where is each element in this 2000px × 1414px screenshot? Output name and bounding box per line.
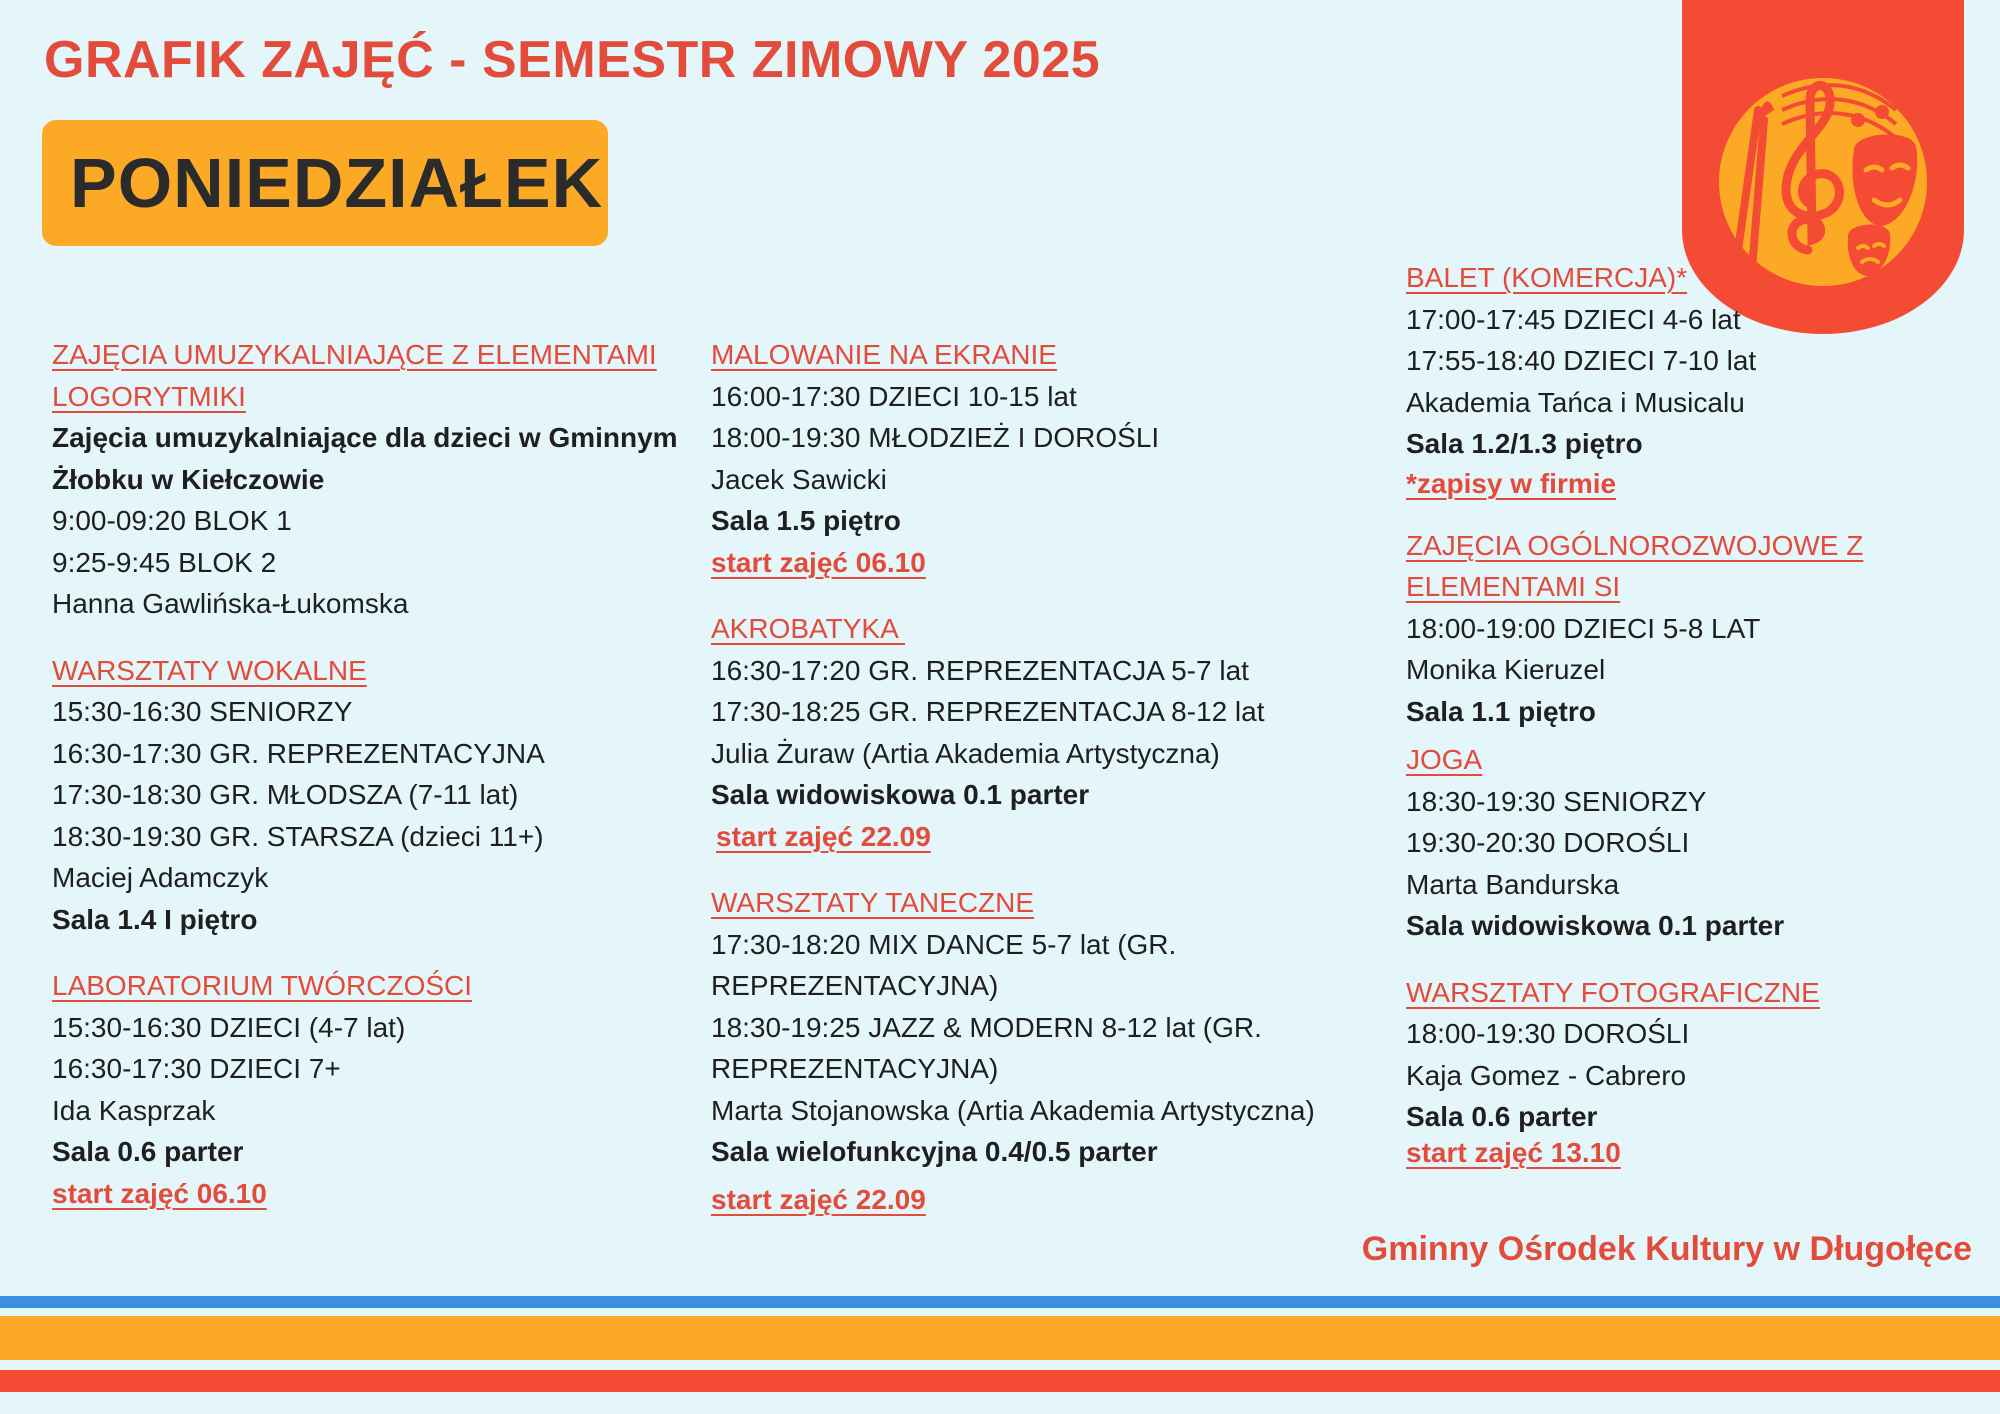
schedule-line: 18:00-19:30 MŁODZIEŻ I DOROŚLI <box>711 422 1160 453</box>
schedule-line: 17:55-18:40 DZIECI 7-10 lat <box>1406 345 1757 376</box>
room-label: Sala 0.6 parter <box>1406 1101 1598 1132</box>
section-description: Zajęcia umuzykalniające dla dzieci w Gminnym <box>52 422 678 453</box>
start-date-link[interactable]: start zajęć 22.09 <box>711 1183 926 1215</box>
section-heading: MALOWANIE NA EKRANIE <box>711 339 1057 370</box>
page-title: GRAFIK ZAJĘĆ - SEMESTR ZIMOWY 2025 <box>44 31 1101 89</box>
column-right <box>1406 257 2000 1168</box>
column-middle <box>711 334 1351 1220</box>
schedule-line: 16:30-17:30 DZIECI 7+ <box>52 1053 341 1084</box>
section-heading: LABORATORIUM TWÓRCZOŚCI <box>52 970 473 1001</box>
section-heading: ELEMENTAMI SI <box>1406 571 1621 602</box>
room-label: Sala 1.4 I piętro <box>52 903 258 935</box>
start-date-link[interactable]: start zajęć 22.09 <box>716 820 931 852</box>
instructor-name: Marta Stojanowska (Artia Akademia Artystyczna) <box>711 1094 1315 1126</box>
schedule-line: 17:00-17:45 DZIECI 4-6 lat <box>1406 303 1741 335</box>
section-heading: ZAJĘCIA OGÓLNOROZWOJOWE Z <box>1406 529 1864 561</box>
instructor-name: Kaja Gomez - Cabrero <box>1406 1059 1687 1091</box>
room-label: Sala 1.2/1.3 piętro <box>1406 428 1643 459</box>
schedule-line: 16:30-17:30 GR. REPREZENTACYJNA <box>52 737 545 769</box>
room-label: Sala wielofunkcyjna 0.4/0.5 parter <box>711 1136 1158 1167</box>
schedule-line: 16:30-17:20 GR. REPREZENTACJA 5-7 lat <box>711 654 1249 686</box>
instructor-name: Ida Kasprzak <box>52 1094 216 1126</box>
room-label: Sala 1.1 piętro <box>1406 695 1596 727</box>
instructor-name: Maciej Adamczyk <box>52 862 269 893</box>
schedule-line: 18:30-19:30 SENIORZY <box>1406 785 1707 817</box>
section-heading: WARSZTATY FOTOGRAFICZNE <box>1406 976 1820 1008</box>
schedule-line: 15:30-16:30 DZIECI (4-7 lat) <box>52 1011 406 1043</box>
stripe-orange <box>0 1316 2000 1360</box>
instructor-name: Akademia Tańca i Musicalu <box>1406 386 1745 418</box>
section-photo-workshops <box>1406 972 2000 1168</box>
section-heading: ZAJĘCIA UMUZYKALNIAJĄCE Z ELEMENTAMI <box>52 339 657 370</box>
schedule-line: 17:30-18:20 MIX DANCE 5-7 lat (GR. <box>711 928 1177 960</box>
room-label: Sala 1.5 piętro <box>711 505 901 536</box>
schedule-line: 19:30-20:30 DOROŚLI <box>1406 827 1690 858</box>
section-acrobatics <box>711 608 1351 857</box>
section-yoga <box>1406 739 2000 947</box>
section-heading: JOGA <box>1406 744 1483 775</box>
instructor-name: Hanna Gawlińska-Łukomska <box>52 588 409 619</box>
instructor-name: Julia Żuraw (Artia Akademia Artystyczna) <box>711 737 1220 769</box>
schedule-line: 18:00-19:30 DOROŚLI <box>1406 1018 1690 1049</box>
section-heading: WARSZTATY WOKALNE <box>52 654 367 686</box>
section-music-logorhythmics <box>52 334 692 625</box>
section-heading: AKROBATYKA <box>711 613 905 644</box>
schedule-line: 18:30-19:25 JAZZ & MODERN 8-12 lat (GR. <box>711 1011 1262 1043</box>
instructor-name: Monika Kieruzel <box>1406 654 1606 685</box>
schedule-line: 9:25-9:45 BLOK 2 <box>52 546 277 578</box>
section-vocal-workshops <box>52 650 692 941</box>
section-description: Żłobku w Kiełczowie <box>52 463 325 495</box>
day-label: PONIEDZIAŁEK <box>70 144 604 222</box>
section-creativity-lab <box>52 965 692 1214</box>
instructor-name: Marta Bandurska <box>1406 868 1620 900</box>
section-screen-painting <box>711 334 1351 583</box>
schedule-line: 18:00-19:00 DZIECI 5-8 LAT <box>1406 612 1761 644</box>
schedule-line: REPREZENTACYJNA) <box>711 1053 999 1084</box>
section-general-development <box>1406 525 2000 733</box>
schedule-line: 16:00-17:30 DZIECI 10-15 lat <box>711 380 1077 412</box>
schedule-line: 17:30-18:30 GR. MŁODSZA (7-11 lat) <box>52 779 519 810</box>
schedule-line: 9:00-09:20 BLOK 1 <box>52 505 292 536</box>
section-heading: LOGORYTMIKI <box>52 380 246 412</box>
schedule-line: 15:30-16:30 SENIORZY <box>52 696 353 727</box>
instructor-name: Jacek Sawicki <box>711 463 887 495</box>
room-label: Sala widowiskowa 0.1 parter <box>711 779 1090 810</box>
section-heading: BALET (KOMERCJA)* <box>1406 262 1688 293</box>
start-date-link[interactable]: start zajęć 13.10 <box>1406 1136 1621 1168</box>
schedule-line: 17:30-18:25 GR. REPREZENTACJA 8-12 lat <box>711 696 1265 727</box>
section-dance-workshops <box>711 882 1351 1220</box>
stripe-red <box>0 1370 2000 1392</box>
day-label-box <box>42 120 608 246</box>
schedule-line: 18:30-19:30 GR. STARSZA (dzieci 11+) <box>52 820 544 852</box>
room-label: Sala 0.6 parter <box>52 1136 244 1167</box>
registration-note-link[interactable]: *zapisy w firmie <box>1406 467 1617 499</box>
section-ballet <box>1406 257 2000 503</box>
section-heading: WARSZTATY TANECZNE <box>711 887 1035 918</box>
organization-name: Gminny Ośrodek Kultury w Długołęce <box>1361 1230 1972 1268</box>
schedule-line: REPREZENTACYJNA) <box>711 970 999 1001</box>
column-left <box>52 334 692 1214</box>
stripe-blue <box>0 1296 2000 1308</box>
start-date-link[interactable]: start zajęć 06.10 <box>711 546 926 578</box>
start-date-link[interactable]: start zajęć 06.10 <box>52 1177 267 1209</box>
room-label: Sala widowiskowa 0.1 parter <box>1406 910 1785 941</box>
